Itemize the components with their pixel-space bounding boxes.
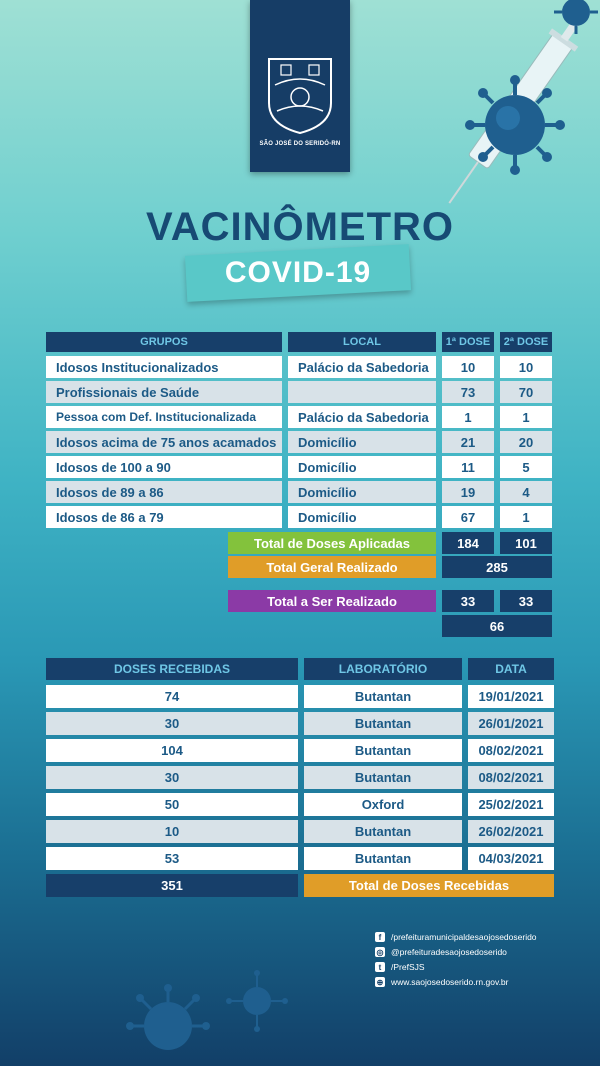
virus-icon bbox=[222, 966, 292, 1036]
header-data: DATA bbox=[468, 658, 554, 680]
table-row-dose2: 10 bbox=[500, 356, 552, 378]
doses-row-lab: Butantan bbox=[304, 712, 462, 735]
doses-row-value: 10 bbox=[46, 820, 298, 843]
twitter-handle: /PrefSJS bbox=[391, 962, 425, 972]
instagram-link[interactable] bbox=[375, 947, 507, 957]
table-row-dose2: 4 bbox=[500, 481, 552, 503]
city-coat-of-arms-icon bbox=[263, 55, 337, 135]
table-row-group: Idosos Institucionalizados bbox=[46, 356, 282, 378]
facebook-icon: f bbox=[375, 932, 385, 942]
table-row-dose2: 70 bbox=[500, 381, 552, 403]
total-to-do-label: Total a Ser Realizado bbox=[228, 590, 436, 612]
table-row-dose2: 20 bbox=[500, 431, 552, 453]
doses-total-label: Total de Doses Recebidas bbox=[304, 874, 554, 897]
total-applied-dose1: 184 bbox=[442, 532, 494, 554]
total-to-do-sum: 66 bbox=[442, 615, 552, 637]
table-row-dose2: 5 bbox=[500, 456, 552, 478]
total-to-do-dose2: 33 bbox=[500, 590, 552, 612]
table-row-local: Palácio da Sabedoria bbox=[288, 356, 436, 378]
header-laboratorio: LABORATÓRIO bbox=[304, 658, 462, 680]
website-url: www.saojosedoserido.rn.gov.br bbox=[391, 977, 509, 987]
total-applied-label: Total de Doses Aplicadas bbox=[228, 532, 436, 554]
doses-row-date: 19/01/2021 bbox=[468, 685, 554, 708]
table-row-local: Domicílio bbox=[288, 481, 436, 503]
table-row-local: Domicílio bbox=[288, 506, 436, 528]
city-name: SÃO JOSÉ DO SERIDÓ-RN bbox=[259, 141, 341, 147]
table-row-local: Domicílio bbox=[288, 456, 436, 478]
doses-row-value: 74 bbox=[46, 685, 298, 708]
doses-row-lab: Butantan bbox=[304, 685, 462, 708]
doses-row-value: 50 bbox=[46, 793, 298, 816]
table-row-dose2: 1 bbox=[500, 406, 552, 428]
table-row-group: Idosos de 89 a 86 bbox=[46, 481, 282, 503]
header-local: LOCAL bbox=[288, 332, 436, 352]
doses-row-value: 104 bbox=[46, 739, 298, 762]
globe-icon: ⊕ bbox=[376, 977, 384, 987]
doses-row-date: 04/03/2021 bbox=[468, 847, 554, 870]
page-title: VACINÔMETRO bbox=[145, 205, 455, 249]
total-general-value: 285 bbox=[442, 556, 552, 578]
doses-row-date: 08/02/2021 bbox=[468, 739, 554, 762]
table-row-local: Palácio da Sabedoria bbox=[288, 406, 436, 428]
table-row-dose1: 10 bbox=[442, 356, 494, 378]
doses-row-lab: Oxford bbox=[304, 793, 462, 816]
table-row-group: Idosos de 86 a 79 bbox=[46, 506, 282, 528]
doses-row-date: 26/02/2021 bbox=[468, 820, 554, 843]
total-to-do-dose1: 33 bbox=[442, 590, 494, 612]
table-row-local: Domicílio bbox=[288, 431, 436, 453]
doses-row-value: 30 bbox=[46, 766, 298, 789]
table-row-dose1: 21 bbox=[442, 431, 494, 453]
header-grupos: GRUPOS bbox=[46, 332, 282, 352]
table-row-local bbox=[288, 381, 436, 403]
twitter-link[interactable] bbox=[375, 962, 425, 972]
table-row-dose1: 19 bbox=[442, 481, 494, 503]
table-row-group: Profissionais de Saúde bbox=[46, 381, 282, 403]
table-row-group: Idosos de 100 a 90 bbox=[46, 456, 282, 478]
doses-row-lab: Butantan bbox=[304, 847, 462, 870]
facebook-link[interactable] bbox=[375, 932, 537, 942]
doses-total-value: 351 bbox=[46, 874, 298, 897]
table-row-dose1: 73 bbox=[442, 381, 494, 403]
header-dose2: 2ª DOSE bbox=[500, 332, 552, 352]
total-general-label: Total Geral Realizado bbox=[228, 556, 436, 578]
table-row-dose1: 1 bbox=[442, 406, 494, 428]
doses-row-value: 30 bbox=[46, 712, 298, 735]
table-row-group: Idosos acima de 75 anos acamados bbox=[46, 431, 282, 453]
doses-row-lab: Butantan bbox=[304, 820, 462, 843]
doses-row-date: 26/01/2021 bbox=[468, 712, 554, 735]
doses-row-lab: Butantan bbox=[304, 739, 462, 762]
total-applied-dose2: 101 bbox=[500, 532, 552, 554]
city-badge bbox=[250, 0, 350, 172]
header-dose1: 1ª DOSE bbox=[442, 332, 494, 352]
website-link[interactable] bbox=[375, 977, 509, 987]
header-doses-recebidas: DOSES RECEBIDAS bbox=[46, 658, 298, 680]
doses-row-lab: Butantan bbox=[304, 766, 462, 789]
instagram-icon: ◎ bbox=[376, 947, 384, 957]
table-row-group: Pessoa com Def. Institucionalizada bbox=[46, 406, 282, 428]
doses-row-value: 53 bbox=[46, 847, 298, 870]
table-row-dose1: 67 bbox=[442, 506, 494, 528]
virus-icon bbox=[460, 70, 570, 180]
virus-icon bbox=[118, 976, 218, 1066]
table-row-dose2: 1 bbox=[500, 506, 552, 528]
instagram-handle: @prefeituradesaojosedoserido bbox=[391, 947, 507, 957]
doses-row-date: 25/02/2021 bbox=[468, 793, 554, 816]
facebook-handle: /prefeituramunicipaldesaojosedoserido bbox=[391, 932, 537, 942]
virus-icon bbox=[548, 0, 600, 40]
twitter-icon: t bbox=[375, 962, 385, 972]
page-subtitle: COVID-19 bbox=[224, 256, 372, 289]
doses-row-date: 08/02/2021 bbox=[468, 766, 554, 789]
table-row-dose1: 11 bbox=[442, 456, 494, 478]
